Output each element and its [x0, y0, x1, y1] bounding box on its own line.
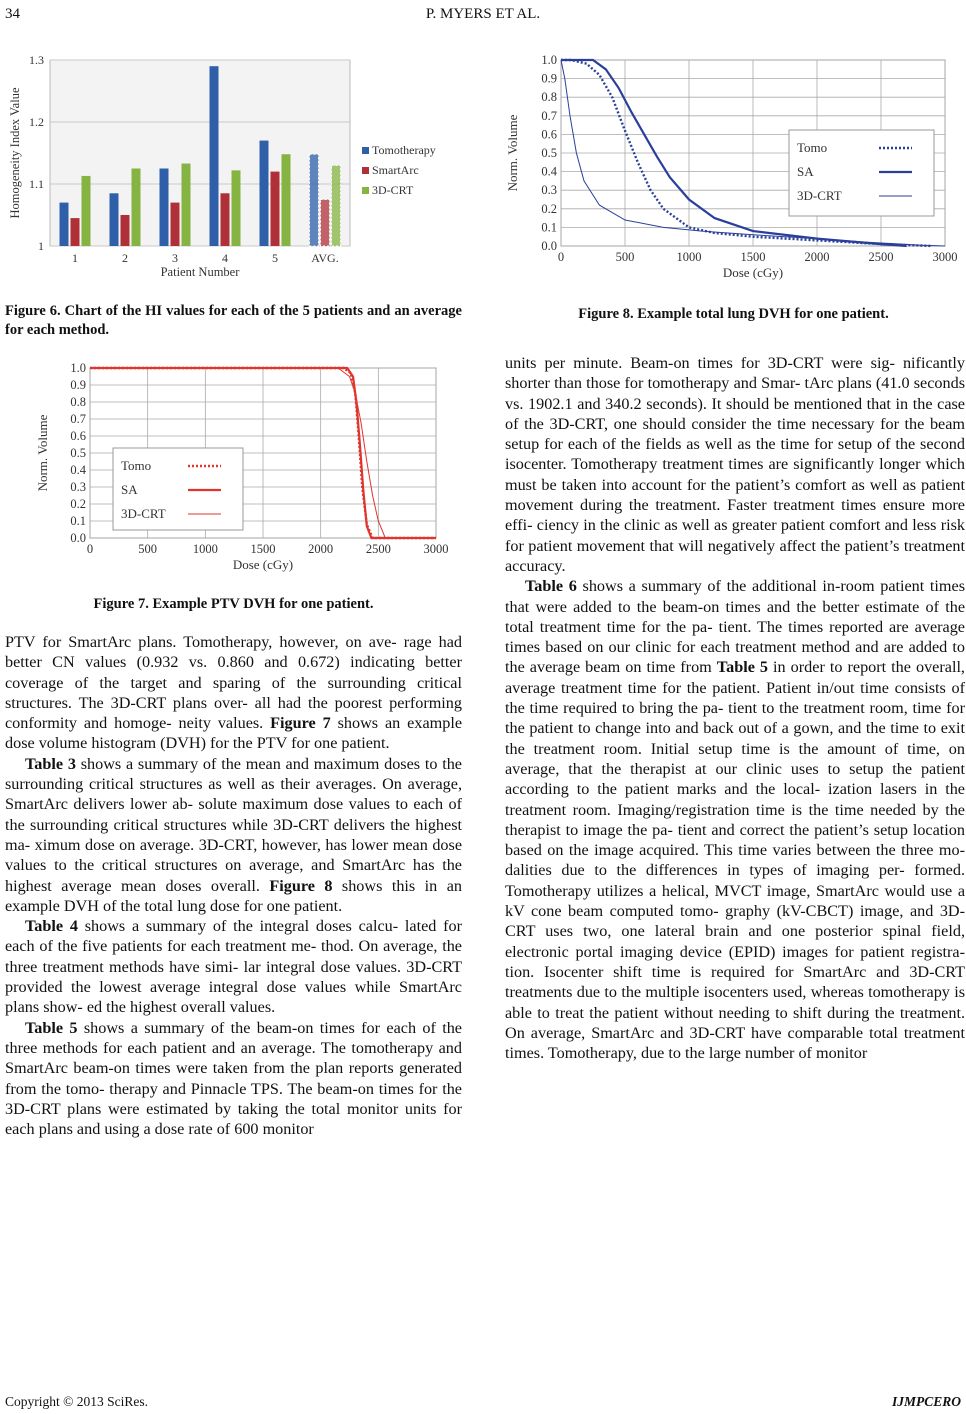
y-tick-label: 1.3 — [29, 53, 44, 67]
bar-smartarc-avg — [321, 200, 330, 247]
x-axis-label: Patient Number — [160, 265, 240, 279]
figure-6-caption: Figure 6. Chart of the HI values for each of the 5 patients and an average for each method. — [5, 303, 462, 338]
left-text-column — [5, 632, 462, 1139]
x-tick-label: 3 — [172, 251, 178, 265]
y-tick-label: 0.2 — [541, 201, 557, 216]
legend-swatch-smartarc — [362, 167, 369, 174]
copyright-footer: Copyright © 2013 SciRes. — [5, 1394, 149, 1409]
y-tick-label: 0.4 — [70, 463, 86, 477]
legend-label-smartarc: SmartArc — [372, 163, 419, 177]
x-tick-label: 2 — [122, 251, 128, 265]
y-tick-label: 1.1 — [29, 177, 44, 191]
y-axis-label: Norm. Volume — [35, 414, 50, 492]
page-number: 34 — [5, 6, 20, 22]
x-tick-label: 4 — [222, 251, 228, 265]
legend-label-sa: SA — [797, 164, 814, 179]
bar-smartarc-3 — [171, 203, 180, 246]
y-tick-label: 0.0 — [541, 239, 557, 253]
x-tick-label: 1500 — [250, 542, 276, 556]
x-tick-label: 3000 — [932, 250, 958, 264]
bar-tomotherapy-4 — [210, 66, 219, 246]
bar-3d-crt-3 — [182, 164, 191, 246]
bar-3d-crt-1 — [82, 176, 91, 246]
paragraph: Table 4 shows a summary of the integral doses calcu- lated for each of the five patients for each treatment me- thod. On average, the three treatment methods have simi- lar integral dose values. 3D-CRT provided the lowest average integral dose values while SmartArc plans show- ed the highest overall values. — [5, 917, 462, 1017]
x-tick-label: 2000 — [308, 542, 334, 556]
y-tick-label: 0.5 — [541, 146, 557, 160]
bar-tomotherapy-1 — [60, 203, 69, 246]
paragraph: Table 5 shows a summary of the beam-on times for each of the three methods for each patient and an average. The tomotherapy and SmartArc beam-on times were taken from the plan reports generated from the tomo- therapy and Pinnacle TPS. The beam-on times for the 3D-CRT plans were estimated by taking the total monitor units for each plans and using a dose rate of 600 monitor — [5, 1018, 462, 1139]
y-tick-label: 0.3 — [70, 480, 86, 494]
y-tick-label: 0.6 — [70, 429, 86, 443]
x-tick-label: AVG. — [311, 251, 339, 265]
bar-3d-crt-2 — [132, 169, 141, 247]
x-tick-label: 1000 — [192, 542, 218, 556]
paragraph: units per minute. Beam-on times for 3D-CRT were sig- nificantly shorter than those for tomotherapy and Smar- tArc plans (41.0 seconds vs. 1902.1 and 340.2 seconds). It should be mentioned that in the case of the 3D-CRT, one should consider the time necessary for the beam setup for each of the fields as well as the time for setup of the second isocenter. Tomotherapy treatment times are significantly longer which must be taken into account for the patient’s comfort as well as patient movement during the treatment. Faster treatment times ensure more effi- ciency in the clinic as well as greater patient comfort and less risk for patient movement that will negatively affect the patient’s treatment accuracy. — [505, 354, 965, 575]
plot-area — [50, 60, 350, 246]
legend-label-tomo: Tomo — [121, 458, 152, 473]
x-tick-label: 2500 — [365, 542, 391, 556]
y-tick-label: 1.0 — [541, 53, 557, 67]
y-tick-label: 0.7 — [541, 108, 557, 123]
x-tick-label: 3000 — [423, 542, 449, 556]
y-tick-label: 0.1 — [70, 514, 86, 528]
x-tick-label: 0 — [86, 542, 94, 556]
y-tick-label: 0.9 — [70, 378, 86, 392]
running-head: P. MYERS ET AL. — [425, 6, 541, 22]
legend-swatch-3d-crt — [362, 187, 369, 194]
x-tick-label: 500 — [615, 250, 635, 264]
x-tick-label: 1 — [72, 251, 78, 265]
journal-footer: IJMPCERO — [891, 1394, 961, 1409]
bar-tomotherapy-2 — [110, 193, 119, 246]
bar-smartarc-4 — [221, 193, 230, 246]
right-text-column — [505, 353, 965, 1063]
y-tick-label: 0.5 — [70, 446, 86, 460]
y-tick-label: 1.0 — [70, 361, 86, 375]
y-tick-label: 0.6 — [541, 127, 557, 142]
bar-tomotherapy-avg — [310, 154, 319, 246]
y-axis-label: Homogeneity Index Value — [8, 87, 22, 219]
legend-label-3d-crt: 3D-CRT — [372, 183, 414, 197]
legend-label-tomo: Tomo — [797, 140, 828, 155]
y-tick-label: 0.2 — [70, 497, 86, 511]
bar-3d-crt-5 — [282, 154, 291, 246]
bar-3d-crt-4 — [232, 170, 241, 246]
y-tick-label: 0.3 — [541, 183, 557, 198]
y-tick-label: 0.7 — [70, 412, 86, 426]
x-axis-label: Dose (cGy) — [722, 265, 784, 280]
bar-3d-crt-avg — [332, 165, 341, 246]
y-tick-label: 1.2 — [29, 115, 44, 129]
y-tick-label: 1 — [38, 239, 44, 253]
y-tick-label: 0.1 — [541, 220, 557, 235]
legend-label-tomotherapy: Tomotherapy — [372, 143, 436, 157]
bar-smartarc-5 — [271, 172, 280, 246]
bar-smartarc-2 — [121, 215, 130, 246]
y-tick-label: 0.9 — [541, 71, 557, 86]
y-axis-label: Norm. Volume — [505, 114, 520, 192]
bar-tomotherapy-3 — [160, 169, 169, 247]
x-tick-label: 500 — [138, 542, 158, 556]
figure-7-chart — [35, 360, 460, 582]
figure-7-caption: Figure 7. Example PTV DVH for one patient. — [93, 596, 374, 612]
figure-8-chart — [505, 46, 965, 294]
paragraph: Table 3 shows a summary of the mean and maximum doses to the surrounding critical structures as well as their averages. On average, SmartArc delivers lower ab- solute maximum dose values to each of the surrounding critical structures while 3D-CRT delivers the highest ma- ximum dose on average. 3D-CRT, however, has lower mean dose values to the critical structures on average, and SmartArc has the highest average mean doses overall. Figure 8 shows this in an example DVH of the total lung dose for one patient. — [5, 754, 462, 915]
x-tick-label: 5 — [272, 251, 278, 265]
x-tick-label: 0 — [557, 250, 565, 264]
legend-swatch-tomotherapy — [362, 147, 369, 154]
x-tick-label: 2000 — [804, 250, 830, 264]
paragraph: PTV for SmartArc plans. Tomotherapy, however, on ave- rage had better CN values (0.932 vs. 0.860 and 0.672) indicating better coverage of the target and sparing of the surrounding critical structures. The 3D-CRT plans over- all had the poorest performing conformity and homoge- neity values. Figure 7 shows an example dose volume histogram (DVH) for the PTV for one patient. — [5, 633, 463, 753]
legend-label-3d-crt: 3D-CRT — [797, 188, 842, 203]
bar-smartarc-1 — [71, 218, 80, 246]
y-tick-label: 0.4 — [541, 164, 557, 179]
x-tick-label: 1000 — [676, 250, 702, 264]
x-axis-label: Dose (cGy) — [232, 557, 294, 572]
x-tick-label: 2500 — [868, 250, 894, 264]
y-tick-label: 0.0 — [70, 531, 86, 545]
figure-8-caption: Figure 8. Example total lung DVH for one patient. — [578, 306, 889, 322]
figure-6-chart — [5, 50, 460, 290]
x-tick-label: 1500 — [740, 250, 766, 264]
paragraph: Table 6 shows a summary of the additional in-room patient times that were added to the beam-on times and the better estimate of the total treatment time for the pa- tient. The times reported are average times based on our clinic for each treatment method and are added to the average beam on time from Table 5 in order to report the overall, average treatment time for the patient. Patient in/out time consists of the time required to bring the pa- tient to the treatment room, time for the patient to change into and back out of a gown, and the time to exit the treatment room. Initial setup time is the amount of time, on average, that the therapist at our clinic uses to setup the patient according to the patient marks and the local- ization lasers in the treatment room. Imaging/registration time is the time needed by the therapist to image the pa- tient and correct the patient’s setup location based on the image acquired. This time varies between the three mo- dalities due to the differences in types of imaging per- formed. Tomotherapy utilizes a helical, MVCT image, SmartArc would use a kV cone beam computed tomo- graphy (kV-CBCT) image, and 3D-CRT uses two, one lateral brain and one posterior spinal field, electronic portal imaging device (EPID) images for patient registra- tion. Isocenter shift time is required for SmartArc and 3D-CRT treatments due to the multiple isocenters used, whereas tomotherapy is able to treat the patient without needing to shift during the treatment. On average, SmartArc and 3D-CRT have comparable total treatment times. Tomotherapy, due to the large number of monitor — [505, 577, 966, 1063]
bar-tomotherapy-5 — [260, 141, 269, 246]
legend-label-sa: SA — [121, 482, 138, 497]
y-tick-label: 0.8 — [70, 395, 86, 409]
legend-label-3d-crt: 3D-CRT — [121, 506, 166, 521]
y-tick-label: 0.8 — [541, 90, 557, 105]
